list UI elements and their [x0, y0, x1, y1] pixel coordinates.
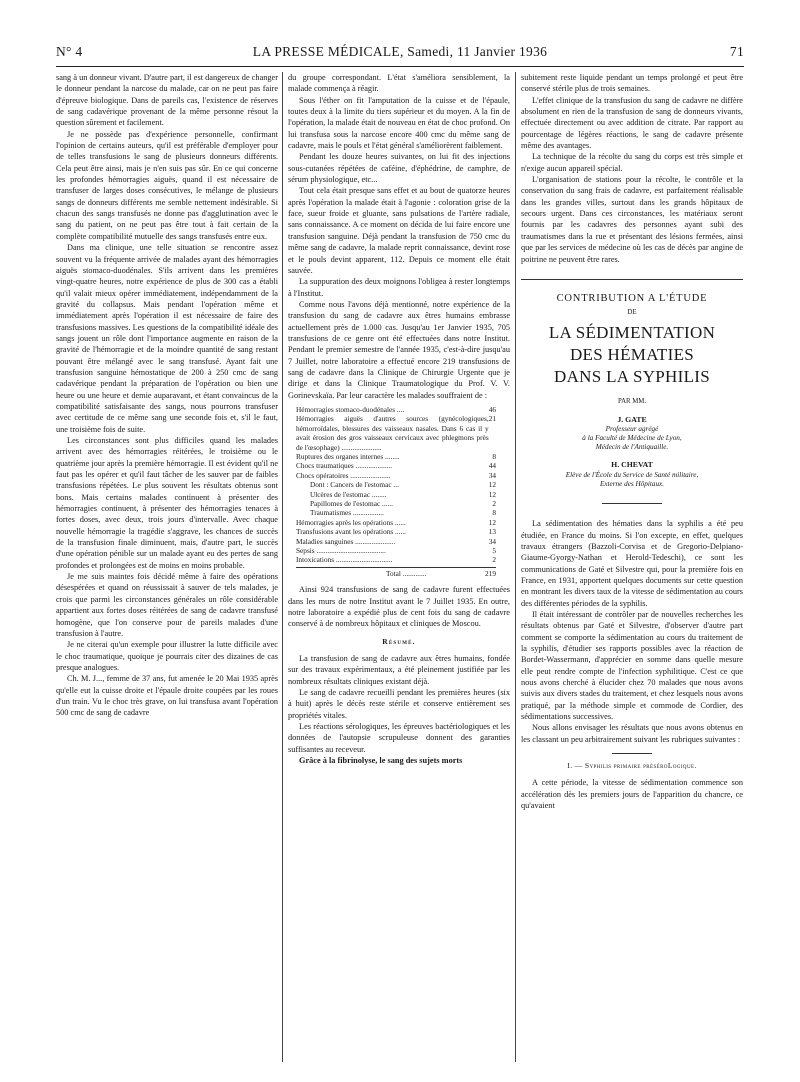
table-row: Hémorragies après les opérations ...... 12	[296, 517, 496, 527]
table-row: Chocs traumatiques .................... 44	[296, 461, 496, 471]
page-number: 71	[729, 44, 744, 59]
table-row: Sepsis ...................................... 5	[296, 546, 496, 556]
paragraph: Tout cela était presque sans effet et au bout de quatorze heures après l'opération la malade était à l'agonie : coloration grise de la face, sueur froide et gluante, sans pulsations de l'artère radiale, sans connaissance. A ce moment on décida de lui faire encore une transfusion sanguine. Déjà pendant la transfusion de 750 cmc du même sang de cadavre, la malade reprit connaissance, devint rose et le pouls devint apparent, 112. Depuis ce moment elle était sauvée.	[288, 186, 510, 275]
paragraph: La transfusion de sang de cadavre aux êtres humains, fondée sur des travaux expérimentaux, a été pleinement justifiée par les nombreux résultats cliniques existant déjà.	[288, 654, 510, 686]
paragraph: Pendant les douze heures suivantes, on lui fit des injections sous-cutanées répétées de caféine, d'éphédrine, de camphre, de sérum physiologique, etc...	[288, 152, 510, 185]
table-row: Ruptures des organes internes ........ 8	[296, 452, 496, 461]
table-row: Intoxications ............................... 2	[296, 555, 496, 565]
paragraph: A cette période, la vitesse de sédimentation commence son accélération dès les premiers jours de l'apparition du chancre, ce qu'avaient	[521, 778, 743, 811]
column-2	[288, 72, 510, 766]
paragraph: Les réactions sérologiques, les épreuves bactériologiques et les données de l'autopsie scrupuleuse donnent des garanties suffisantes au receveur.	[288, 722, 510, 754]
table-row: Papillomes de l'estomac ...... 2	[310, 499, 496, 509]
paragraph: L'organisation de stations pour la récolte, le contrôle et la conservation du sang frais de cadavre, est parfaitement réalisable dans les grandes villes, surtout dans les grands hôpitaux de secours urgent. Dans ces circonstances, les matériaux seront fournis par les cadavres des personnes ayant subi des traumatismes dans la rue et présentant des lésions fermées, ainsi que par les services de médecine où les cas de décès par angine de poitrine ne peuvent être rares.	[521, 175, 743, 264]
paragraph: La suppuration des deux moignons l'obligea à rester longtemps à l'Institut.	[288, 277, 510, 298]
paragraph: subitement reste liquide pendant un temps prolongé et peut être conservé stérile plus de trois semaines.	[521, 73, 743, 94]
table-row: Transfusions avant les opérations ...... 13	[296, 527, 496, 537]
journal-title: LA PRESSE MÉDICALE, Samedi, 11 Janvier 1936	[252, 44, 548, 59]
article-kicker: CONTRIBUTION A L'ÉTUDE	[556, 292, 708, 304]
table-row: Hémorragies aiguës d'autres sources (gynécologiques, hémorroïdales, blessures des vaisseaux nasales. Dans 6 cas il y avait érosion des gros vaisseaux cervicaux avec phlegmons près de l'œsophage) ...................... 21	[296, 414, 496, 452]
paragraph: Je me suis maintes fois décidé même à faire des opérations désespérées et quand on réussissait à sauver de tels malades, je crois que parmi les circonstances générales un rôle considérable appartient aux fortes doses réitérées de sang de cadavre transfusé homogène, que l'on conserve pour de pareils malades d'une transfusion à l'autre.	[56, 572, 278, 638]
byline-par: PAR MM.	[617, 398, 647, 406]
paragraph: La sédimentation des hématies dans la syphilis a été peu étudiée, en France du moins. Si l'on excepte, en effet, quelques travaux étrangers (Bazzoli-Corvisa et de Gregorio-Delpiano-Giaume-Gyorgy-Nathan et Herold-Tedeschi), ce sont les communications de Gaté et Silvestre qui, pour la première fois en France, en 1931, apportent quelques documents sur cette question en montrant les divers taux de la vitesse de sédimentation au cours des différentes périodes de la syphilis.	[521, 519, 743, 608]
paragraph: sang à un donneur vivant. D'autre part, il est dangereux de changer le donneur pendant la narcose du malade, car on ne peut pas faire d'épreuve biologique. Dans de pareils cas, l'existence de réserves de sang cadavérique provenant de la même personne résout la question sûrement et facilement.	[56, 73, 278, 128]
paragraph: Il était intéressant de contrôler par de nouvelles recherches les résultats obtenus par Gaté et Silvestre, d'observer d'autre part comment se comporte la sédimentation au cours du traitement de la syphilis, d'étudier ses rapports possibles avec la réaction de Bordet-Wassermann, d'apprécier en somme dans quelle mesure elle peut rendre compte de l'infection syphilitique. C'est ce que nous avons cherché à élucider chez 70 malades que nous avons suivis aux divers stades du traitement, et chez lesquels nous avons pratiqué, par la méthode simple et commode de Cordier, des sédimentations successives.	[521, 609, 743, 722]
table-row: Traumatismes ................. 8	[310, 508, 496, 518]
paragraph: Ch. M. J..., femme de 37 ans, fut amenée le 20 Mai 1935 après qu'elle eut la cuisse droite et l'épaule droite coupées par les roues d'un train. Vu le choc très grave, on lui transfusa avant l'opération 500 cmc de sang de cadavre	[56, 674, 278, 718]
author-affiliation: Elève de l'École du Service de Santé militaire,	[565, 470, 699, 479]
section-heading: I. — Syphilis primaire préséroLogique.	[567, 761, 697, 771]
article-title-line: DES HÉMATIES	[569, 345, 695, 365]
issue-number: N° 4	[56, 44, 83, 59]
author-affiliation: Professeur agrégé	[605, 424, 659, 433]
column-divider	[282, 72, 283, 1062]
author-affiliation: Médecin de l'Antiquaille.	[595, 443, 669, 452]
article-title-line: DANS LA SYPHILIS	[554, 367, 710, 387]
paragraph: Nous allons envisager les résultats que nous avons obtenus en les classant un peu arbitrairement suivant les rubriques suivantes :	[521, 723, 743, 744]
paragraph: Je ne possède pas d'expérience personnelle, confirmant l'opinion de certains auteurs, qu'il est préférable d'employer pour de telles transfusions le sang de plusieurs donneurs différents. Cela peut être ainsi, mais je n'en suis pas sûr. En ce qui concerne les profondes hémorragies aiguës, quand il est nécessaire de transfuser de larges doses consécutives, le mélange de plusieurs sangs de donneurs différents me semble nettement indésirable. Si chacun des sangs transfusés ne donne pas d'agglutination avec le sang du patient, on ne peut pas être tout à fait certain de la complète compatibilité mutuelle des sangs transfusés entre eux.	[56, 129, 278, 241]
section-rule	[612, 753, 652, 754]
article-kicker-de: DE	[627, 307, 637, 316]
header-rule	[56, 66, 744, 67]
title-rule	[602, 503, 662, 504]
table-row: Hémorragies stomaco-duodénales .... 46	[296, 404, 496, 414]
paragraph: Sous l'éther on fit l'amputation de la cuisse et de l'épaule, toutes deux à la limite du tiers supérieur et du moyen. A la fin de l'opération, la malade était de nouveau en état de choc profond. On lui transfusa sous la narcose encore 400 cmc du même sang de cadavre, mais le pouls et l'état général s'améliorèrent faiblement.	[288, 95, 510, 151]
article-title-line: LA SÉDIMENTATION	[548, 323, 716, 343]
table-row: Dont : Cancers de l'estomac ... 12	[310, 480, 496, 490]
paragraph: La technique de la récolte du sang du corps est très simple et n'exige aucun appareil spécial.	[521, 152, 743, 173]
table-total-row: Total ............. 219	[296, 567, 496, 578]
paragraph: Le sang de cadavre recueilli pendant les premières heures (six à huit) après le décès reste stérile et conserve entièrement ses propriétés vitales.	[288, 688, 510, 720]
table-row: Maladies sanguines ...................... 34	[296, 536, 496, 546]
column-divider	[515, 72, 516, 1062]
cases-table	[296, 405, 496, 578]
table-row: Ulcères de l'estomac ........ 12	[310, 489, 496, 499]
paragraph: du groupe correspondant. L'état s'améliora sensiblement, la malade commença à réagir.	[288, 73, 510, 94]
article-separator	[521, 279, 743, 280]
author-name: J. GATE	[617, 414, 647, 424]
table-row: Chocs opératoires ...................... 34	[296, 470, 496, 480]
paragraph: Ainsi 924 transfusions de sang de cadavre furent effectuées dans les murs de notre Institut avant le 7 Juillet 1935. En outre, notre laboratoire a expédié plus de cent fois du sang de cadavre conservé à de nombreux hôpitaux et cliniques de Moscou.	[288, 585, 510, 629]
paragraph: L'effet clinique de la transfusion du sang de cadavre ne diffère absolument en rien de la transfusion de sang de donneurs vivants, effectuée directement ou avec addition de citrate. Par rapport au pourcentage de légères réactions, le sang de cadavre présente même des avantages.	[521, 95, 743, 151]
author-affiliation: Externe des Hôpitaux.	[599, 480, 665, 489]
page-header	[56, 44, 744, 64]
author-name: H. CHEVAT	[611, 460, 653, 470]
paragraph: Comme nous l'avons déjà mentionné, notre expérience de la transfusion du sang de cadavre aux êtres humains embrasse actuellement près de 1.000 cas. Jusqu'au 1er Janvier 1935, 705 transfusions de ce genre ont été effectuées dans notre Institut. Pendant le premier semestre de l'année 1935, c'est-à-dire jusqu'au 7 Juillet, notre laboratoire a effectué encore 219 transfusions de sang de cadavre dans la Clinique de Chirurgie Urgente que je dirige et dans la Clinique Traumatologique du Prof. V. V. Gorinevskaïa. Par leur caractère les malades souffraient de :	[288, 299, 510, 400]
paragraph: Grâce à la fibrinolyse, le sang des sujets morts	[299, 756, 463, 766]
paragraph: Les circonstances sont plus difficiles quand les malades arrivent avec des hémorragies réitérées, le troisième ou le quatrième jour après la première hémorragie. Il est évident qu'il ne faut pas les opérer et qu'il faut tâcher de les sauver par de faibles transfusions répétées. Le plus souvent les résultats obtenus sont bons. Mais certains malades continuent à présenter des hémorragies continuent, à présenter des hémorragies tenaces à fortes doses, avec deux, trois jours d'intervalle. Avec chaque nouvelle hémorragie la tragédie s'aggrave, les chances de succès de la transfusion finale diminuent, mais, d'autre part, le succès d'une opération pénible sur un malade ayant eu des pertes de sang profondes et prolongées est de moins en moins probable.	[56, 436, 278, 570]
column-3	[521, 72, 743, 811]
column-1	[56, 72, 278, 719]
author-affiliation: à la Faculté de Médecine de Lyon,	[582, 434, 682, 443]
paragraph: Dans ma clinique, une telle situation se rencontre assez souvent vu la fréquente arrivée de malades ayant des hémorragies aiguës stomaco-duodénales. S'ils arrivent dans les premières vingt-quatre heures, notre expérience de plus de 300 cas a établi qu'il valait mieux opérer immédiatement, indépendamment de la gravité du collapsus. Mais pendant l'opération même et immédiatement après l'opération il est nécessaire de faire des transfusions massives. Les questions de la compatibilité idéale des sangs jouent un rôle dont l'importance augmente en raison de la gravité de l'hémorragie et de la moindre quantité de sang restant pouvant être mélangé avec le sang transfusé. Ayant fait une transfusion sanguine hémostatique de 200 à 250 cmc de sang cadavérique pendant la préparation de l'opération ou bien une heure ou une heure et demie auparavant, et étant convaincus de la compatibilité satisfaisante des sangs, nous pourrons transfuser avec certitude de ce même sang une seconde fois et, s'il le faut, une troisième fois de suite.	[56, 243, 278, 434]
paragraph: Je ne citerai qu'un exemple pour illustrer la lutte difficile avec le choc traumatique, quoique je pourrais citer des dizaines de cas presque analogues.	[56, 640, 278, 672]
resume-heading: Résumé.	[382, 636, 416, 646]
